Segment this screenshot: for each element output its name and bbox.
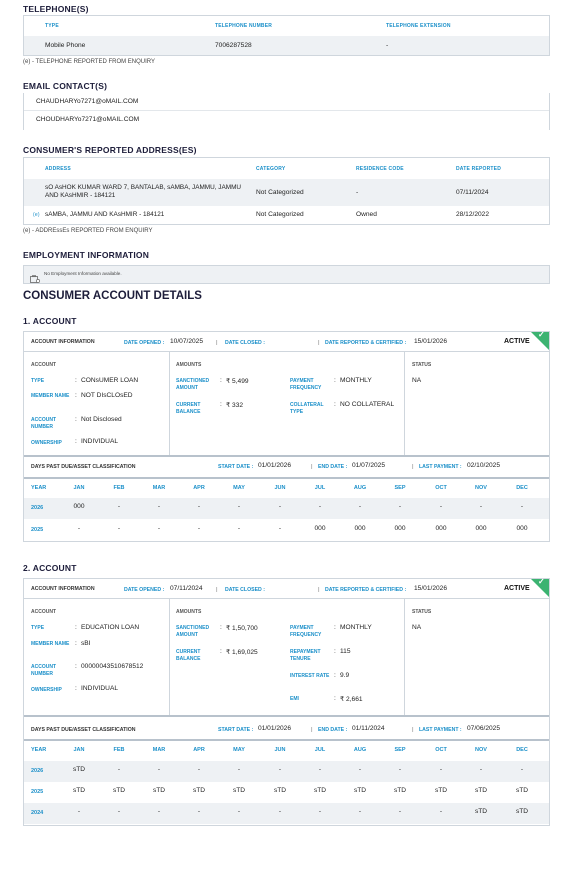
month-dec: DEC bbox=[516, 747, 528, 753]
month-year: YEAR bbox=[31, 747, 47, 753]
email-2: CHOUDHARYo7271@oMAIL.COM bbox=[36, 116, 140, 123]
dpd-year: 2026 bbox=[31, 505, 44, 511]
dpd-cell: - bbox=[358, 808, 362, 815]
telephones-table bbox=[23, 15, 550, 56]
account-1-card bbox=[23, 331, 550, 542]
member-name-value: NOT DIsCLOsED bbox=[81, 392, 133, 399]
dpd-cell: - bbox=[77, 808, 81, 815]
check-icon: ✓ bbox=[538, 577, 545, 586]
account-number-value: 00000043510678512 bbox=[81, 663, 144, 670]
dpd-cell: 000 bbox=[394, 525, 406, 532]
dpd-cell: - bbox=[278, 766, 282, 773]
table-row bbox=[24, 803, 549, 824]
member-name-value: sBI bbox=[81, 640, 91, 647]
dpd-cell: - bbox=[197, 525, 201, 532]
month-year: YEAR bbox=[31, 485, 47, 491]
member-name-label: MEMBER NAME bbox=[31, 393, 70, 399]
month-apr: APR bbox=[193, 485, 205, 491]
repayment-tenure-label: REPAYMENT TENURE bbox=[290, 649, 321, 662]
dpd-cell: sTD bbox=[393, 787, 407, 794]
dpd-cell: - bbox=[117, 525, 121, 532]
dpd-year: 2025 bbox=[31, 527, 44, 533]
month-jan: JAN bbox=[73, 485, 85, 491]
col-category: CATEGORY bbox=[256, 166, 286, 172]
interest-rate-label: INTEREST RATE bbox=[290, 673, 330, 679]
dpd-cell: - bbox=[439, 766, 443, 773]
dpd-cell: - bbox=[318, 766, 322, 773]
month-jul: JUL bbox=[314, 747, 326, 753]
separator: | bbox=[216, 340, 218, 346]
divider bbox=[169, 352, 170, 455]
table-row bbox=[24, 520, 549, 541]
dpd-cell: sTD bbox=[474, 808, 488, 815]
date-reported-value: 15/01/2026 bbox=[414, 338, 448, 345]
dpd-header-row bbox=[24, 744, 549, 758]
month-mar: MAR bbox=[152, 485, 166, 491]
dpd-cell: - bbox=[358, 766, 362, 773]
dpd-cell: - bbox=[278, 525, 282, 532]
separator: | bbox=[412, 727, 414, 733]
payment-frequency-label: PAYMENT FREQUENCY bbox=[290, 625, 322, 638]
ownership-label: OWNERSHIP bbox=[31, 687, 62, 693]
sanctioned-amount-value: ₹ 1,50,700 bbox=[226, 625, 258, 632]
date-reported-label: DATE REPORTED & CERTIFIED : bbox=[325, 587, 407, 593]
check-icon: ✓ bbox=[538, 330, 545, 339]
dpd-cell: - bbox=[237, 808, 241, 815]
end-date-label: END DATE : bbox=[318, 727, 348, 733]
colon: : bbox=[334, 624, 336, 631]
last-payment-label: LAST PAYMENT : bbox=[419, 464, 462, 470]
date-1: 07/11/2024 bbox=[456, 189, 489, 196]
start-date-value: 01/01/2026 bbox=[258, 725, 292, 732]
dpd-cell: 000 bbox=[73, 503, 85, 510]
phone-extension: - bbox=[386, 42, 389, 49]
month-apr: APR bbox=[193, 747, 205, 753]
colon: : bbox=[220, 624, 222, 631]
type-value: EDUCATION LOAN bbox=[81, 624, 140, 631]
last-payment-label: LAST PAYMENT : bbox=[419, 727, 462, 733]
divider bbox=[24, 477, 549, 479]
dpd-cell: - bbox=[278, 808, 282, 815]
dpd-cell: - bbox=[358, 503, 362, 510]
date-closed-label: DATE CLOSED : bbox=[225, 587, 265, 593]
dpd-cell: sTD bbox=[72, 766, 86, 773]
dpd-cell: - bbox=[520, 766, 524, 773]
divider bbox=[24, 739, 549, 741]
type-value: CONsUMER LOAN bbox=[81, 377, 139, 384]
dpd-cell: - bbox=[237, 503, 241, 510]
separator: | bbox=[311, 464, 313, 470]
start-date-label: START DATE : bbox=[218, 727, 254, 733]
residence-2: Owned bbox=[356, 211, 377, 218]
account-number-label: ACCOUNT NUMBER bbox=[31, 664, 56, 677]
divider bbox=[24, 715, 549, 717]
table-row bbox=[24, 206, 549, 224]
date-2: 28/12/2022 bbox=[456, 211, 490, 218]
colon: : bbox=[75, 640, 77, 647]
account-number-value: Not Disclosed bbox=[81, 416, 122, 423]
enquiry-marker: (e) bbox=[33, 212, 40, 218]
divider bbox=[169, 599, 170, 715]
dpd-cell: sTD bbox=[112, 787, 126, 794]
month-feb: FEB bbox=[113, 747, 125, 753]
month-aug: AUG bbox=[353, 485, 367, 491]
category-1: Not Categorized bbox=[256, 189, 304, 196]
status-badge: ACTIVE bbox=[504, 585, 530, 592]
colon: : bbox=[75, 624, 77, 631]
month-nov: NOV bbox=[475, 485, 487, 491]
table-row bbox=[24, 782, 549, 803]
list-item bbox=[24, 111, 549, 129]
dpd-cell: - bbox=[157, 808, 161, 815]
colon: : bbox=[334, 401, 336, 408]
colon: : bbox=[75, 685, 77, 692]
emails-list bbox=[23, 93, 550, 130]
payment-frequency-value: MONTHLY bbox=[340, 624, 372, 631]
dpd-cell: sTD bbox=[515, 808, 529, 815]
last-payment-value: 07/06/2025 bbox=[467, 725, 501, 732]
amounts-col-label: AMOUNTS bbox=[176, 609, 202, 615]
dpd-cell: - bbox=[318, 503, 322, 510]
ownership-value: INDIVIDUAL bbox=[81, 685, 119, 692]
dpd-cell: 000 bbox=[516, 525, 528, 532]
list-item bbox=[24, 93, 549, 111]
dpd-cell: sTD bbox=[474, 787, 488, 794]
ownership-value: INDIVIDUAL bbox=[81, 438, 119, 445]
collateral-type-label: COLLATERAL TYPE bbox=[290, 402, 324, 415]
start-date-value: 01/01/2026 bbox=[258, 462, 292, 469]
dpd-cell: - bbox=[117, 808, 121, 815]
col-address: ADDRESS bbox=[45, 166, 71, 172]
emails-title: EMAIL CONTACT(S) bbox=[23, 81, 108, 91]
dpd-cell: - bbox=[318, 808, 322, 815]
dpd-cell: - bbox=[398, 808, 402, 815]
dpd-cell: - bbox=[157, 766, 161, 773]
dpd-cell: sTD bbox=[273, 787, 287, 794]
dpd-cell: sTD bbox=[232, 787, 246, 794]
dpd-cell: - bbox=[237, 525, 241, 532]
dpd-cell: sTD bbox=[192, 787, 206, 794]
colon: : bbox=[75, 663, 77, 670]
month-jun: JUN bbox=[274, 747, 286, 753]
date-opened-label: DATE OPENED : bbox=[124, 587, 165, 593]
dpd-year: 2025 bbox=[31, 789, 44, 795]
month-sep: SEP bbox=[394, 747, 406, 753]
date-opened-value: 10/07/2025 bbox=[170, 338, 204, 345]
account-information-label: ACCOUNT INFORMATION bbox=[31, 339, 95, 345]
divider bbox=[24, 351, 549, 352]
residence-1: - bbox=[356, 189, 359, 196]
col-type: TYPE bbox=[45, 23, 59, 29]
start-date-label: START DATE : bbox=[218, 464, 254, 470]
account-details-title: CONSUMER ACCOUNT DETAILS bbox=[23, 290, 202, 302]
date-reported-value: 15/01/2026 bbox=[414, 585, 448, 592]
table-row bbox=[24, 761, 549, 782]
addresses-title: CONSUMER'S REPORTED ADDRESS(ES) bbox=[23, 145, 197, 155]
col-residence: RESIDENCE CODE bbox=[356, 166, 404, 172]
dpd-year: 2024 bbox=[31, 810, 44, 816]
payment-frequency-label: PAYMENT FREQUENCY bbox=[290, 378, 322, 391]
month-feb: FEB bbox=[113, 485, 125, 491]
divider bbox=[24, 598, 549, 599]
sanctioned-amount-label: SANCTIONED AMOUNT bbox=[176, 625, 210, 638]
account-2-card bbox=[23, 578, 550, 826]
dpd-header-row bbox=[24, 482, 549, 496]
current-balance-value: ₹ 332 bbox=[226, 402, 244, 409]
dpd-cell: - bbox=[479, 503, 483, 510]
briefcase-document-icon bbox=[30, 270, 40, 288]
dpd-cell: sTD bbox=[152, 787, 166, 794]
date-opened-label: DATE OPENED : bbox=[124, 340, 165, 346]
month-oct: OCT bbox=[435, 747, 447, 753]
colon: : bbox=[220, 377, 222, 384]
type-label: TYPE bbox=[31, 625, 45, 631]
dpd-cell: 000 bbox=[435, 525, 447, 532]
col-number: TELEPHONE NUMBER bbox=[215, 23, 273, 29]
interest-rate-value: 9.9 bbox=[340, 672, 350, 679]
colon: : bbox=[75, 377, 77, 384]
dpd-cell: sTD bbox=[72, 787, 86, 794]
status-col-label: STATUS bbox=[412, 609, 432, 615]
dpd-cell: - bbox=[117, 503, 121, 510]
dpd-title: DAYS PAST DUE/ASSET CLASSIFICATION bbox=[31, 727, 136, 733]
status-col-label: STATUS bbox=[412, 362, 432, 368]
end-date-value: 01/11/2024 bbox=[352, 725, 385, 732]
category-2: Not Categorized bbox=[256, 211, 304, 218]
colon: : bbox=[334, 672, 336, 679]
repayment-tenure-value: 115 bbox=[340, 648, 351, 655]
dpd-cell: - bbox=[197, 808, 201, 815]
date-closed-label: DATE CLOSED : bbox=[225, 340, 265, 346]
separator: | bbox=[318, 340, 320, 346]
dpd-cell: sTD bbox=[515, 787, 529, 794]
month-aug: AUG bbox=[353, 747, 367, 753]
emi-label: EMI bbox=[290, 696, 299, 702]
end-date-label: END DATE : bbox=[318, 464, 348, 470]
dpd-cell: sTD bbox=[313, 787, 327, 794]
dpd-cell: sTD bbox=[353, 787, 367, 794]
account-col-label: ACCOUNT bbox=[31, 362, 56, 368]
month-mar: MAR bbox=[152, 747, 166, 753]
payment-frequency-value: MONTHLY bbox=[340, 377, 372, 384]
collateral-type-value: NO COLLATERAL bbox=[340, 401, 395, 408]
type-label: TYPE bbox=[31, 378, 45, 384]
month-jan: JAN bbox=[73, 747, 85, 753]
table-row bbox=[24, 36, 549, 55]
month-oct: OCT bbox=[435, 485, 447, 491]
dpd-cell: - bbox=[197, 503, 201, 510]
addresses-note: (e) - ADDREssEs REPORTED FROM ENQUIRY bbox=[23, 228, 153, 234]
employment-box bbox=[23, 265, 550, 284]
dpd-cell: - bbox=[77, 525, 81, 532]
table-row bbox=[24, 179, 549, 206]
table-row bbox=[24, 498, 549, 519]
divider bbox=[404, 599, 405, 715]
account-2-heading: 2. ACCOUNT bbox=[23, 563, 77, 573]
dpd-cell: - bbox=[439, 808, 443, 815]
status-value: NA bbox=[412, 624, 422, 631]
colon: : bbox=[334, 648, 336, 655]
dpd-cell: - bbox=[439, 503, 443, 510]
last-payment-value: 02/10/2025 bbox=[467, 462, 501, 469]
separator: | bbox=[318, 587, 320, 593]
dpd-cell: - bbox=[157, 525, 161, 532]
month-sep: SEP bbox=[394, 485, 406, 491]
employment-empty-text: No Employment Information available. bbox=[44, 271, 122, 276]
month-nov: NOV bbox=[475, 747, 487, 753]
dpd-title: DAYS PAST DUE/ASSET CLASSIFICATION bbox=[31, 464, 136, 470]
dpd-cell: - bbox=[520, 503, 524, 510]
separator: | bbox=[216, 587, 218, 593]
colon: : bbox=[334, 377, 336, 384]
end-date-value: 01/07/2025 bbox=[352, 462, 386, 469]
dpd-cell: 000 bbox=[354, 525, 366, 532]
divider bbox=[24, 455, 549, 457]
separator: | bbox=[311, 727, 313, 733]
current-balance-label: CURRENT BALANCE bbox=[176, 649, 201, 662]
dpd-cell: - bbox=[398, 766, 402, 773]
date-reported-label: DATE REPORTED & CERTIFIED : bbox=[325, 340, 407, 346]
dpd-cell: 000 bbox=[314, 525, 326, 532]
dpd-cell: - bbox=[479, 766, 483, 773]
month-dec: DEC bbox=[516, 485, 528, 491]
account-number-label: ACCOUNT NUMBER bbox=[31, 417, 56, 430]
dpd-cell: - bbox=[197, 766, 201, 773]
phone-number: 7006287528 bbox=[215, 42, 252, 49]
telephones-note: (e) - TELEPHONE REPORTED FROM ENQUIRY bbox=[23, 59, 156, 65]
dpd-cell: 000 bbox=[475, 525, 487, 532]
col-date: DATE REPORTED bbox=[456, 166, 502, 172]
month-jun: JUN bbox=[274, 485, 286, 491]
dpd-cell: - bbox=[117, 766, 121, 773]
dpd-year: 2026 bbox=[31, 768, 44, 774]
dpd-cell: - bbox=[237, 766, 241, 773]
colon: : bbox=[220, 648, 222, 655]
sanctioned-amount-label: SANCTIONED AMOUNT bbox=[176, 378, 210, 391]
current-balance-value: ₹ 1,69,025 bbox=[226, 649, 258, 656]
account-1-heading: 1. ACCOUNT bbox=[23, 316, 77, 326]
dpd-cell: - bbox=[398, 503, 402, 510]
date-opened-value: 07/11/2024 bbox=[170, 585, 203, 592]
member-name-label: MEMBER NAME bbox=[31, 641, 70, 647]
emi-value: ₹ 2,661 bbox=[340, 696, 363, 703]
account-col-label: ACCOUNT bbox=[31, 609, 56, 615]
telephones-title: TELEPHONE(S) bbox=[23, 4, 89, 14]
colon: : bbox=[75, 416, 77, 423]
month-may: MAY bbox=[233, 747, 245, 753]
month-may: MAY bbox=[233, 485, 245, 491]
sanctioned-amount-value: ₹ 5,499 bbox=[226, 378, 249, 385]
addresses-table bbox=[23, 157, 550, 225]
amounts-col-label: AMOUNTS bbox=[176, 362, 202, 368]
email-1: CHAUDHARYo7271@oMAIL.COM bbox=[36, 98, 139, 105]
dpd-cell: sTD bbox=[434, 787, 448, 794]
col-extension: TELEPHONE EXTENSION bbox=[386, 23, 451, 29]
address-2: sAMBA, JAMMU AND KAsHMIR - 184121 bbox=[45, 211, 165, 218]
status-badge: ACTIVE bbox=[504, 338, 530, 345]
colon: : bbox=[220, 401, 222, 408]
account-information-label: ACCOUNT INFORMATION bbox=[31, 586, 95, 592]
colon: : bbox=[75, 438, 77, 445]
employment-title: EMPLOYMENT INFORMATION bbox=[23, 250, 150, 260]
month-jul: JUL bbox=[314, 485, 326, 491]
colon: : bbox=[334, 695, 336, 702]
status-value: NA bbox=[412, 377, 422, 384]
separator: | bbox=[412, 464, 414, 470]
colon: : bbox=[75, 392, 77, 399]
phone-type: Mobile Phone bbox=[45, 42, 86, 49]
dpd-cell: - bbox=[278, 503, 282, 510]
dpd-cell: - bbox=[157, 503, 161, 510]
divider bbox=[404, 352, 405, 455]
ownership-label: OWNERSHIP bbox=[31, 440, 62, 446]
address-1: sO AsHOK KUMAR WARD 7, BANTALAB, sAMBA, JAMMU, JAMMU AND KAsHMIR - 184121 bbox=[45, 184, 242, 199]
current-balance-label: CURRENT BALANCE bbox=[176, 402, 201, 415]
